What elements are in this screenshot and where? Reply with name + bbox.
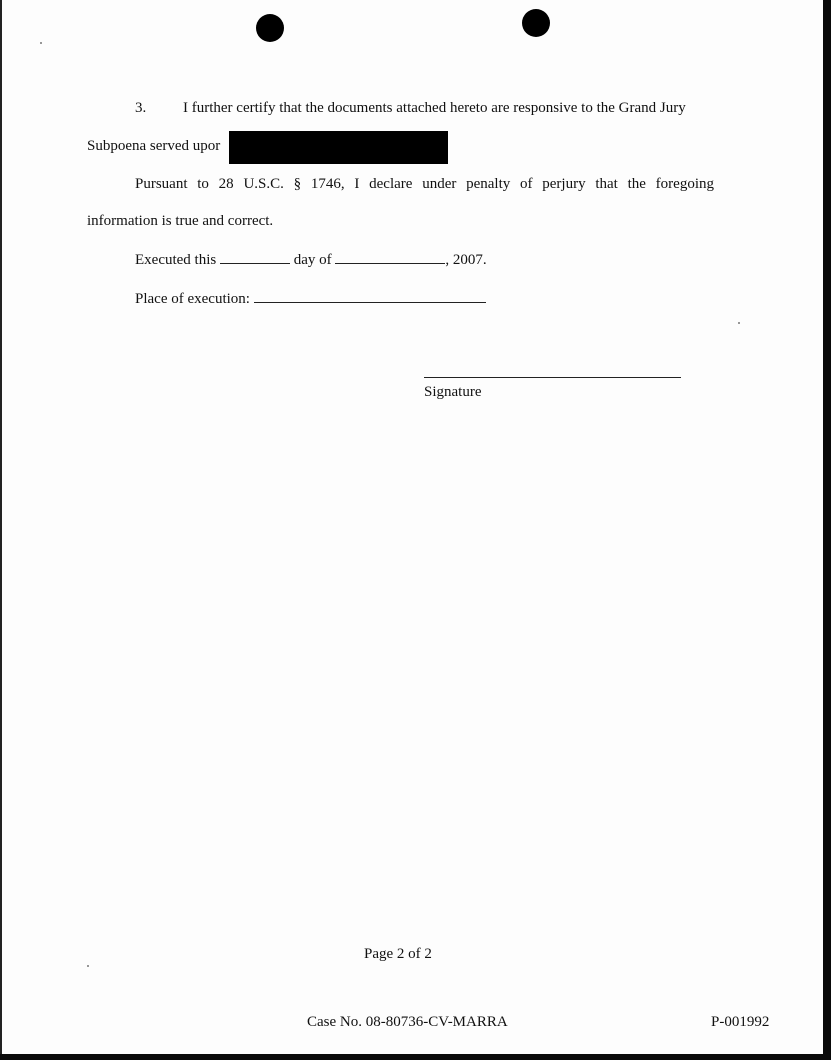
punch-hole-left — [256, 14, 284, 42]
paragraph-3-line-2: Subpoena served upor — [87, 138, 221, 154]
place-line — [135, 288, 486, 308]
case-number: Case No. 08-80736-CV-MARRA — [307, 1014, 508, 1030]
scan-edge-left — [0, 0, 2, 1060]
month-blank — [335, 249, 445, 264]
signature-line — [424, 377, 681, 378]
declaration-line-1: Pursuant to 28 U.S.C. § 1746, I declare under penalty of perjury that the foregoing — [135, 176, 714, 192]
place-blank — [254, 288, 486, 303]
paragraph-number: 3. — [135, 100, 147, 116]
scan-edge-right — [823, 0, 831, 1060]
paragraph-3-line-1: I further certify that the documents attached hereto are responsive to the Grand Jury — [183, 100, 686, 116]
scan-speck — [87, 965, 89, 967]
place-label: Place of execution: — [135, 291, 250, 307]
punch-hole-right — [522, 9, 550, 37]
declaration-line-2: information is true and correct. — [87, 213, 274, 229]
scan-speck — [40, 42, 42, 44]
page-number: Page 2 of 2 — [364, 946, 432, 962]
day-blank — [220, 249, 290, 264]
signature-label: Signature — [424, 384, 482, 400]
executed-middle: day of — [293, 252, 332, 268]
scan-speck — [738, 322, 740, 324]
redaction-box — [229, 131, 448, 164]
executed-prefix: Executed this — [135, 252, 217, 268]
executed-suffix: , 2007. — [445, 252, 487, 268]
bates-number: P-001992 — [711, 1014, 770, 1030]
scan-edge-bottom — [0, 1054, 831, 1060]
executed-line — [135, 249, 487, 269]
